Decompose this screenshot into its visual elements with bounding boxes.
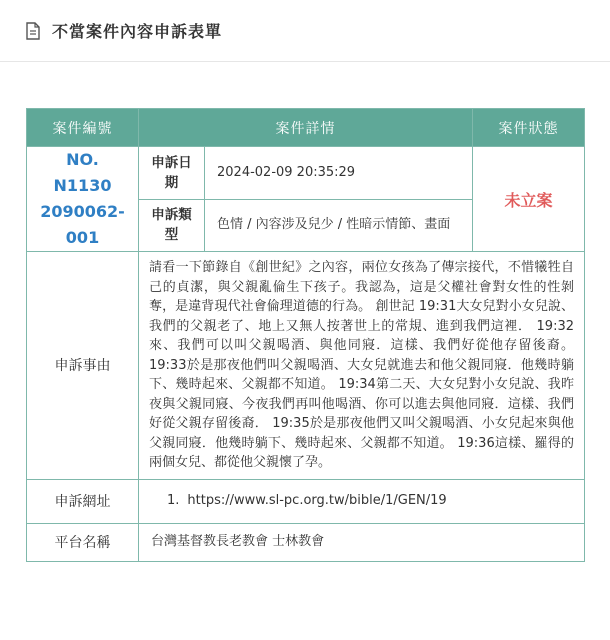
form-title: 不當案件內容申訴表單 (52, 22, 223, 41)
complaint-url-label: 申訴網址 (27, 479, 139, 523)
table-header-row (27, 109, 585, 147)
column-header-case-number: 案件編號 (27, 109, 139, 147)
form-header (0, 0, 610, 62)
status-badge: 未立案 (473, 147, 585, 252)
column-header-case-status: 案件狀態 (473, 109, 585, 147)
table-row-platform (27, 523, 585, 561)
complaint-reason-text: 請看一下節錄自《創世紀》之內容，兩位女孩為了傳宗接代，不惜犧牲自己的貞潔，與父親亂倫生下孩子。我認為，這是父權社會對女性的性剝奪，是違背現代社會倫理道德的行為。 創世記 19:31大女兒對小女兒說、我們的父親老了、地上又無人按著世上的常規、進到我們這裡． 19:32來、我們可以叫父親喝酒、與他同寢．這樣、我們好從他存留後裔。 19:33於是那夜他們叫父親喝酒、大女兒就進去和他父親同寢．他幾時躺下、幾時起來、父親都不知道。 19:34第二天、大女兒對小女兒說、我昨夜與父親同寢、今夜我們再叫他喝酒、你可以進去與他同寢．這樣、我們好從父親存留後裔． 19:35於是那夜他們又叫父親喝酒、小女兒起來與他父親同寢．他幾時躺下、幾時起來、父親都不知道。 19:36這樣、羅得的兩個女兒、都從他父親懷了孕。 (139, 252, 585, 480)
complaint-url-cell (139, 479, 585, 523)
platform-name: 台灣基督教長老教會 士林教會 (139, 523, 585, 561)
document-icon (26, 22, 40, 40)
complaint-date-label: 申訴日期 (139, 147, 205, 200)
complaint-type-value: 色情 / 內容涉及兒少 / 性暗示情節、畫面 (205, 199, 473, 252)
complaint-date-value: 2024-02-09 20:35:29 (205, 147, 473, 200)
url-item-number: 1. (167, 493, 180, 508)
column-header-case-details: 案件詳情 (139, 109, 473, 147)
platform-label: 平台名稱 (27, 523, 139, 561)
url-list-item (151, 493, 447, 508)
complaint-url-link[interactable]: https://www.sl-pc.org.tw/bible/1/GEN/19 (187, 493, 447, 508)
case-number: NO. N1130 2090062-001 (27, 147, 139, 252)
complaint-type-label: 申訴類型 (139, 199, 205, 252)
case-table (26, 108, 585, 562)
complaint-reason-label: 申訴事由 (27, 252, 139, 480)
table-row-date (27, 147, 585, 200)
table-row-url (27, 479, 585, 523)
table-row-reason (27, 252, 585, 480)
